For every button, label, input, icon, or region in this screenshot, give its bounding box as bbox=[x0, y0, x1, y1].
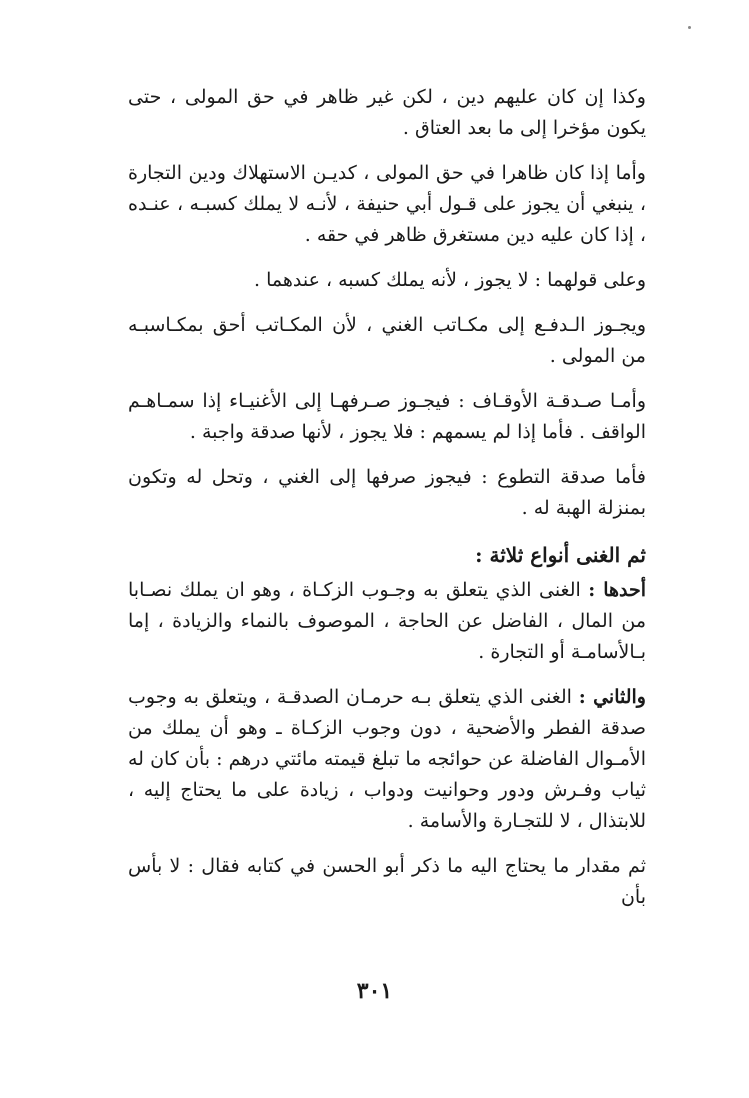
section-second-lead: والثاني : bbox=[578, 686, 646, 708]
page-number: ٣٠١ bbox=[356, 978, 393, 1004]
paragraph-needs-amount: ثم مقدار ما يحتاج اليه ما ذكر أبو الحسن في كتابه فقال : لا بأس بأن bbox=[128, 855, 646, 908]
section-first-text: الغنى الذي يتعلق به وجـوب الزكـاة ، وهو ان يملك نصـابا من المال ، الفاضل عن الحاجة ، الموصوف بالنماء والزيادة ، إما بـالأسامـة أو التجارة . bbox=[128, 579, 646, 663]
section-second-text: الغنى الذي يتعلق بـه حرمـان الصدقـة ، ويتعلق به وجوب صدقة الفطر والأضحية ، دون وجوب الزكـاة ـ وهو أن يملك من الأمـوال الفاضلة عن حوائجه ما تبلغ قيمته مائتي درهم : بأن كان له ثياب وفـرش ودور وحوانيت ودواب ، زيادة على ما يحتاج إليه ، للابتذال ، لا للتجـارة والأسامة . bbox=[128, 686, 646, 832]
paragraph-debt-apparent: وأما إذا كان ظاهرا في حق المولى ، كديـن الاستهلاك ودين التجارة ، ينبغي أن يجوز على قـول أبي حنيفة ، لأنـه لا يملك كسبـه ، عنـده ، إذا كان عليه دين مستغرق ظاهر في حقه . bbox=[128, 162, 646, 246]
paragraph-debt-hidden: وكذا إن كان عليهم دين ، لكن غير ظاهر في حق المولى ، حتى يكون مؤخرا إلى ما بعد العتاق . bbox=[128, 86, 646, 139]
page-body bbox=[128, 82, 646, 913]
scan-speck bbox=[688, 26, 691, 29]
section-first-lead: أحدها : bbox=[588, 579, 647, 601]
paragraph-mukatab: ويجـوز الـدفـع إلى مكـاتب الغني ، لأن المكـاتب أحق بمكـاسبـه من المولى . bbox=[128, 314, 646, 367]
paragraph-voluntary-charity: فأما صدقة التطوع : فيجوز صرفها إلى الغني ، وتحل له وتكون بمنزلة الهبة له . bbox=[128, 466, 646, 519]
section-first-type bbox=[128, 575, 646, 668]
section-second-type bbox=[128, 682, 646, 837]
section-heading: ثم الغنى أنواع ثلاثة : bbox=[475, 543, 646, 567]
paragraph-two-companions-view: وعلى قولهما : لا يجوز ، لأنه يملك كسبه ، عندهما . bbox=[253, 269, 646, 291]
paragraph-awqaf-charity: وأمـا صـدقـة الأوقـاف : فيجـوز صـرفهـا إلى الأغنيـاء إذا سمـاهـم الواقف . فأما إذا لم يسمهم : فلا يجوز ، لأنها صدقة واجبة . bbox=[128, 390, 646, 443]
